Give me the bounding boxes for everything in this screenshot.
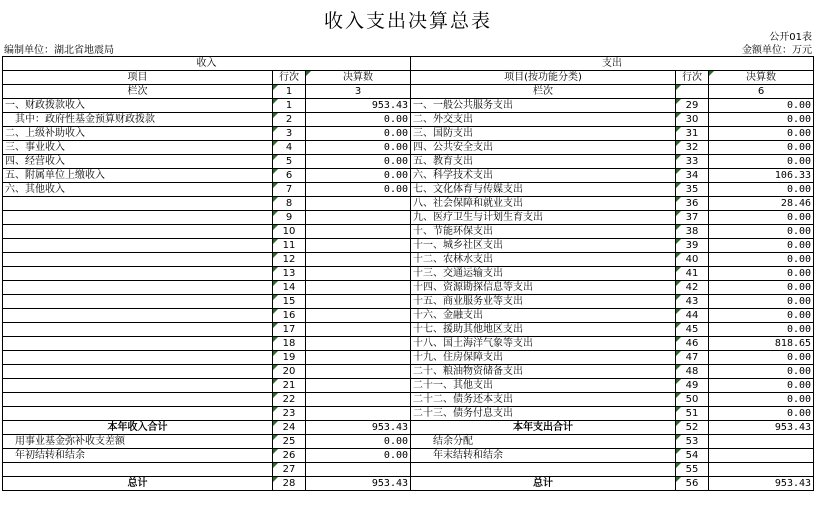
- income-amount: [306, 225, 411, 239]
- col-label-row-exp: 栏次: [411, 85, 676, 99]
- expense-amount: 0.00: [709, 323, 814, 337]
- expense-row-number: 42: [676, 281, 709, 295]
- col-item-exp-header: 项目(按功能分类): [411, 71, 676, 85]
- table-row: [3, 379, 814, 393]
- end-balance-row: 54: [676, 449, 709, 463]
- blank-income-row: 27: [273, 463, 306, 477]
- expense-item: 十八、国土海洋气象等支出: [411, 337, 676, 351]
- income-item: 三、事业收入: [3, 141, 273, 155]
- income-item: 四、经营收入: [3, 155, 273, 169]
- expense-row-number: 37: [676, 211, 709, 225]
- table-row: [3, 141, 814, 155]
- expense-item: 二十三、债务付息支出: [411, 407, 676, 421]
- income-amount: 0.00: [306, 169, 411, 183]
- expense-row-number: 36: [676, 197, 709, 211]
- expense-amount: 0.00: [709, 379, 814, 393]
- income-row-number: 23: [273, 407, 306, 421]
- expense-row-number: 29: [676, 99, 709, 113]
- col-amount-header: 决算数: [306, 71, 411, 85]
- expense-amount: 0.00: [709, 281, 814, 295]
- income-amount: 0.00: [306, 141, 411, 155]
- income-amount: 0.00: [306, 183, 411, 197]
- income-item: [3, 407, 273, 421]
- income-row-number: 16: [273, 309, 306, 323]
- income-row-number: 12: [273, 253, 306, 267]
- page-title: 收入支出决算总表: [323, 10, 492, 32]
- expense-item: 十四、资源勘探信息等支出: [411, 281, 676, 295]
- expense-item: 三、国防支出: [411, 127, 676, 141]
- col-amount-exp-header: 决算数: [709, 71, 814, 85]
- income-amount: [306, 309, 411, 323]
- grand-total-expense-amount: 953.43: [709, 477, 814, 491]
- expense-row-number: 46: [676, 337, 709, 351]
- income-row-number: 2: [273, 113, 306, 127]
- income-row-number: 4: [273, 141, 306, 155]
- table-row: [3, 113, 814, 127]
- expense-item: 十一、城乡社区支出: [411, 239, 676, 253]
- table-row: [3, 267, 814, 281]
- expense-row-number: 31: [676, 127, 709, 141]
- expense-item: 二十、粮油物资储备支出: [411, 365, 676, 379]
- expense-item: 十五、商业服务业等支出: [411, 295, 676, 309]
- income-row-number: 6: [273, 169, 306, 183]
- table-row: [3, 253, 814, 267]
- expense-row-number: 32: [676, 141, 709, 155]
- table-row: [3, 281, 814, 295]
- income-amount: [306, 407, 411, 421]
- income-item: [3, 295, 273, 309]
- income-amount: [306, 197, 411, 211]
- expense-row-number: 44: [676, 309, 709, 323]
- expense-row-number: 40: [676, 253, 709, 267]
- expense-amount: 106.33: [709, 169, 814, 183]
- total-year-income-row: 24: [273, 421, 306, 435]
- expense-row-number: 33: [676, 155, 709, 169]
- table-row: [3, 225, 814, 239]
- blank-income-label: [3, 463, 273, 477]
- total-year-income-amount: 953.43: [306, 421, 411, 435]
- income-row-number: 19: [273, 351, 306, 365]
- expense-item: 十、节能环保支出: [411, 225, 676, 239]
- fund-gap-label: 用事业基金弥补收支差额: [3, 435, 273, 449]
- table-row: [3, 365, 814, 379]
- income-row-number: 13: [273, 267, 306, 281]
- expense-amount: 28.46: [709, 197, 814, 211]
- income-row-number: 9: [273, 211, 306, 225]
- col-row-exp-header: 行次: [676, 71, 709, 85]
- expense-row-number: 35: [676, 183, 709, 197]
- budget-table: [2, 56, 814, 491]
- blank-expense-amount: [709, 463, 814, 477]
- expense-amount: 0.00: [709, 365, 814, 379]
- income-amount: 0.00: [306, 127, 411, 141]
- income-amount: [306, 239, 411, 253]
- income-row-number: 5: [273, 155, 306, 169]
- table-row: [3, 99, 814, 113]
- expense-amount: 0.00: [709, 407, 814, 421]
- income-row-number: 1: [273, 99, 306, 113]
- income-row-number: 17: [273, 323, 306, 337]
- expense-item: 一、一般公共服务支出: [411, 99, 676, 113]
- col-num-income: 1: [273, 85, 306, 99]
- income-item: [3, 211, 273, 225]
- income-amount: [306, 211, 411, 225]
- grand-total-expense-row: 56: [676, 477, 709, 491]
- expense-row-number: 39: [676, 239, 709, 253]
- expense-item: 二十一、其他支出: [411, 379, 676, 393]
- expense-row-number: 34: [676, 169, 709, 183]
- income-item: 五、附属单位上缴收入: [3, 169, 273, 183]
- income-item: 其中：政府性基金预算财政拨款: [3, 113, 273, 127]
- expense-amount: 0.00: [709, 211, 814, 225]
- expense-amount: 0.00: [709, 141, 814, 155]
- expense-header: 支出: [411, 57, 814, 71]
- settle-row: 53: [676, 435, 709, 449]
- income-amount: [306, 379, 411, 393]
- income-row-number: 7: [273, 183, 306, 197]
- expense-row-number: 41: [676, 267, 709, 281]
- income-amount: [306, 351, 411, 365]
- expense-item: 十三、交通运输支出: [411, 267, 676, 281]
- expense-row-number: 50: [676, 393, 709, 407]
- income-amount: [306, 365, 411, 379]
- income-item: 一、财政拨款收入: [3, 99, 273, 113]
- expense-row-number: 43: [676, 295, 709, 309]
- begin-balance-row: 26: [273, 449, 306, 463]
- expense-amount: 0.00: [709, 253, 814, 267]
- income-amount: [306, 323, 411, 337]
- income-row-number: 20: [273, 365, 306, 379]
- grand-total-income-row: 28: [273, 477, 306, 491]
- income-item: [3, 281, 273, 295]
- income-header: 收入: [3, 57, 411, 71]
- income-item: [3, 337, 273, 351]
- expense-item: 九、医疗卫生与计划生育支出: [411, 211, 676, 225]
- income-amount: [306, 267, 411, 281]
- expense-row-number: 49: [676, 379, 709, 393]
- expense-amount: 0.00: [709, 239, 814, 253]
- expense-item: 十九、住房保障支出: [411, 351, 676, 365]
- expense-row-number: 45: [676, 323, 709, 337]
- income-amount: [306, 295, 411, 309]
- income-row-number: 22: [273, 393, 306, 407]
- income-item: [3, 393, 273, 407]
- expense-amount: 0.00: [709, 155, 814, 169]
- expense-amount: 0.00: [709, 183, 814, 197]
- expense-amount: 0.00: [709, 113, 814, 127]
- expense-row-number: 51: [676, 407, 709, 421]
- fund-gap-amount: 0.00: [306, 435, 411, 449]
- end-balance-label: 年末结转和结余: [411, 449, 676, 463]
- table-row: [3, 337, 814, 351]
- col-label-row: 栏次: [3, 85, 273, 99]
- expense-row-number: 30: [676, 113, 709, 127]
- table-row: [3, 155, 814, 169]
- income-row-number: 10: [273, 225, 306, 239]
- col-num-expense: 6: [709, 85, 814, 99]
- settle-label: 结余分配: [411, 435, 676, 449]
- expense-amount: 0.00: [709, 351, 814, 365]
- income-item: [3, 239, 273, 253]
- grand-total-income-amount: 953.43: [306, 477, 411, 491]
- expense-row-number: 47: [676, 351, 709, 365]
- expense-item: 五、教育支出: [411, 155, 676, 169]
- unit-label: 金额单位：万元: [742, 45, 812, 56]
- total-year-expense-label: 本年支出合计: [411, 421, 676, 435]
- form-number: 公开01表: [769, 32, 812, 43]
- table-row: [3, 211, 814, 225]
- table-row: [3, 323, 814, 337]
- income-item: [3, 253, 273, 267]
- expense-item: 七、文化体育与传媒支出: [411, 183, 676, 197]
- expense-amount: 0.00: [709, 393, 814, 407]
- income-row-number: 21: [273, 379, 306, 393]
- table-row: [3, 183, 814, 197]
- income-row-number: 3: [273, 127, 306, 141]
- expense-amount: 0.00: [709, 309, 814, 323]
- expense-item: 十七、援助其他地区支出: [411, 323, 676, 337]
- income-row-number: 8: [273, 197, 306, 211]
- total-year-expense-row: 52: [676, 421, 709, 435]
- expense-item: 六、科学技术支出: [411, 169, 676, 183]
- col-num-amount-income: 3: [306, 85, 411, 99]
- income-amount: 0.00: [306, 113, 411, 127]
- income-item: 六、其他收入: [3, 183, 273, 197]
- col-item-header: 项目: [3, 71, 273, 85]
- income-item: [3, 365, 273, 379]
- expense-item: 二、外交支出: [411, 113, 676, 127]
- income-row-number: 15: [273, 295, 306, 309]
- expense-item: 四、公共安全支出: [411, 141, 676, 155]
- end-balance-amount: [709, 449, 814, 463]
- income-item: [3, 267, 273, 281]
- org-label: 编制单位：湖北省地震局: [4, 45, 114, 56]
- income-row-number: 11: [273, 239, 306, 253]
- begin-balance-label: 年初结转和结余: [3, 449, 273, 463]
- expense-amount: 0.00: [709, 127, 814, 141]
- col-num-expense-row: [676, 85, 709, 99]
- income-amount: 0.00: [306, 155, 411, 169]
- table-row: [3, 239, 814, 253]
- expense-amount: 0.00: [709, 225, 814, 239]
- income-amount: [306, 393, 411, 407]
- settle-amount: [709, 435, 814, 449]
- income-row-number: 18: [273, 337, 306, 351]
- income-row-number: 14: [273, 281, 306, 295]
- table-row: [3, 197, 814, 211]
- table-row: [3, 351, 814, 365]
- income-item: [3, 197, 273, 211]
- table-row: [3, 393, 814, 407]
- income-amount: [306, 337, 411, 351]
- expense-amount: 0.00: [709, 267, 814, 281]
- expense-item: 十六、金融支出: [411, 309, 676, 323]
- expense-amount: 0.00: [709, 295, 814, 309]
- income-item: [3, 309, 273, 323]
- col-row-header: 行次: [273, 71, 306, 85]
- grand-total-expense-label: 总计: [411, 477, 676, 491]
- expense-item: 十二、农林水支出: [411, 253, 676, 267]
- table-row: [3, 127, 814, 141]
- expense-row-number: 38: [676, 225, 709, 239]
- table-row: [3, 309, 814, 323]
- income-amount: [306, 253, 411, 267]
- expense-amount: 0.00: [709, 99, 814, 113]
- table-row: [3, 295, 814, 309]
- income-item: [3, 225, 273, 239]
- total-year-income-label: 本年收入合计: [3, 421, 273, 435]
- grand-total-income-label: 总计: [3, 477, 273, 491]
- blank-income-amount: [306, 463, 411, 477]
- table-row: [3, 407, 814, 421]
- table-row: [3, 169, 814, 183]
- blank-expense-label: [411, 463, 676, 477]
- income-amount: 953.43: [306, 99, 411, 113]
- expense-item: 二十二、债务还本支出: [411, 393, 676, 407]
- expense-row-number: 48: [676, 365, 709, 379]
- income-item: [3, 323, 273, 337]
- fund-gap-row: 25: [273, 435, 306, 449]
- income-amount: [306, 281, 411, 295]
- blank-expense-row: 55: [676, 463, 709, 477]
- income-item: 二、上级补助收入: [3, 127, 273, 141]
- total-year-expense-amount: 953.43: [709, 421, 814, 435]
- begin-balance-amount: 0.00: [306, 449, 411, 463]
- income-item: [3, 379, 273, 393]
- income-item: [3, 351, 273, 365]
- expense-item: 八、社会保障和就业支出: [411, 197, 676, 211]
- expense-amount: 818.65: [709, 337, 814, 351]
